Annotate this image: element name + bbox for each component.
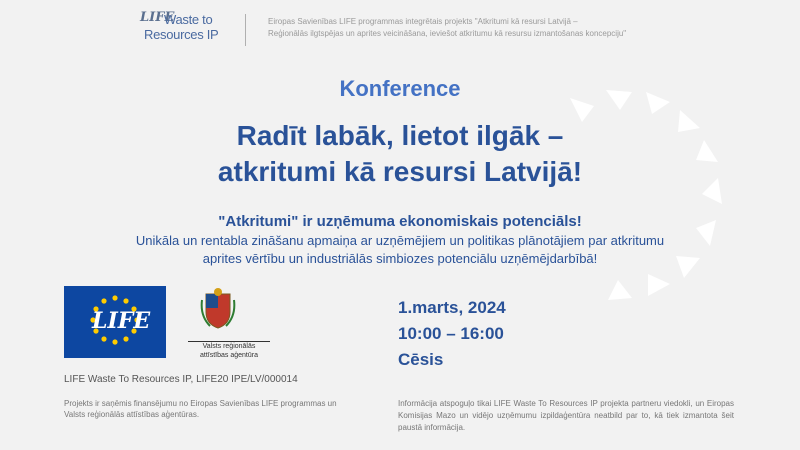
agency-name-line-2: attīstības aģentūra: [200, 352, 258, 359]
project-description-line-2: Reģionālās ilgtspējas un aprites veicināšana, ieviešot atkritumu kā resursu izmantošanas koncepciju": [268, 29, 627, 38]
event-subtitle: "Atkritumi" ir uzņēmuma ekonomiskais potenciāls!: [218, 213, 582, 230]
logo-line-2: Resources IP: [144, 27, 219, 42]
event-title-line-1: Radīt labāk, lietot ilgāk –: [236, 120, 564, 151]
event-place: Cēsis: [398, 350, 444, 369]
life-waste-to-resources-logo: [140, 10, 240, 44]
event-date: 1.marts, 2024: [398, 298, 506, 317]
arrow-chevron-9: [648, 274, 670, 296]
agency-name: [188, 342, 270, 360]
header-divider: [245, 14, 246, 46]
logo-line-1: Waste to: [164, 12, 213, 27]
project-id: LIFE Waste To Resources IP, LIFE20 IPE/LV/000014: [64, 374, 298, 385]
header-bar: [0, 0, 800, 58]
project-description-line-1: Eiropas Savienības LIFE programmas integrētais projekts "Atkritumi kā resursi Latvijā –: [268, 17, 578, 26]
eu-life-word: LIFE: [92, 308, 151, 334]
logo-life-word: LIFE: [140, 10, 175, 25]
event-title: [0, 118, 800, 190]
disclaimer-note: Informācija atspoguļo tikai LIFE Waste To Resources IP projekta partneru viedokli, un Eiropas Komisijas Mazo un vidējo uzņēmumu izpildaģentūra neatbild par to, kā tiek izmantota šeit paustā informācija.: [398, 399, 734, 432]
agency-name-line-1: Valsts reģionālās: [202, 343, 256, 350]
project-description: [268, 16, 738, 40]
latvia-coat-of-arms-icon: [200, 286, 236, 330]
funding-note: Projekts ir saņēmis finansējumu no Eiropas Savienības LIFE programmas un Valsts reģionālās attīstības aģentūras.: [64, 399, 337, 419]
event-kicker: Konference: [339, 76, 461, 101]
arrow-chevron-10: [608, 280, 632, 300]
event-time: 10:00 – 16:00: [398, 324, 504, 343]
event-title-line-2: atkritumi kā resursi Latvijā!: [217, 156, 583, 187]
event-description: Unikāla un rentabla zināšanu apmaiņa ar uzņēmējiem un politikas plānotājiem par atkritumu aprites vērtību un industriālās simbiozes potenciālu uzņēmējdarbībā!: [135, 233, 665, 266]
eu-flag-icon: [64, 286, 166, 358]
